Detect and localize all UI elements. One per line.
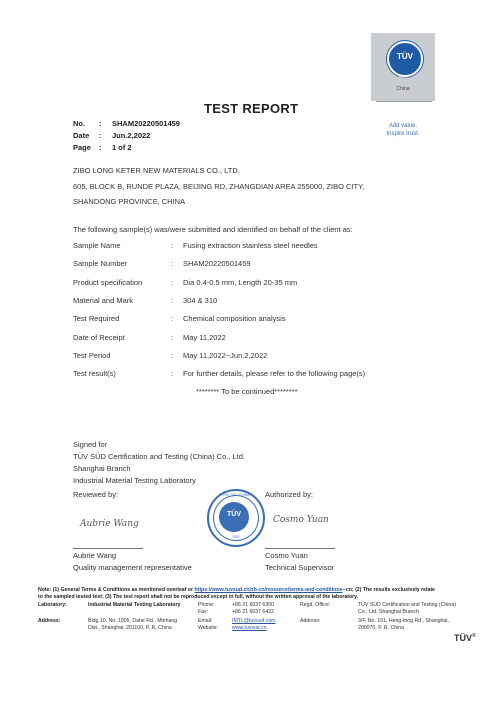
footer-brand — [454, 633, 476, 643]
row-label: Date of Receipt — [73, 333, 125, 342]
page-label: Page — [73, 143, 91, 152]
row-value: Dia 0.4-0.5 mm, Length 20-35 mm — [183, 278, 298, 287]
address-line-2: Dist., Shanghai, 201100, P. R. China — [88, 625, 172, 631]
website-label: Website: — [198, 625, 219, 631]
fax-label: Fax: — [198, 609, 209, 615]
row-label: Test result(s) — [73, 369, 116, 378]
intro-text: The following sample(s) was/were submitted and identified on behalf of the client as: — [73, 225, 353, 234]
org-line-1: TÜV SÜD Certification and Testing (China) Co., Ltd. — [73, 452, 246, 461]
terms-link[interactable]: https://www.tuvsud.cn/zh-cn/resource/terms-and-conditions — [194, 587, 343, 593]
report-date: Jun.2,2022 — [112, 131, 151, 140]
row-colon: : — [171, 351, 174, 360]
row-value: SHAM20220501459 — [183, 259, 251, 268]
authorizer-title: Technical Supervisor — [265, 563, 335, 572]
row-colon: : — [171, 314, 174, 323]
logo-divider — [376, 101, 432, 102]
date-label: Date — [73, 131, 90, 140]
regd-line-1: TÜV SÜD Certification and Testing (China) — [358, 602, 456, 608]
row-colon: : — [171, 259, 174, 268]
row-value: Chemical composition analysis — [183, 314, 286, 323]
regd-label: Regd. Office: — [300, 602, 331, 608]
page-number: 1 of 2 — [112, 143, 132, 152]
no-label: No. — [73, 119, 86, 128]
signed-for: Signed for — [73, 440, 108, 449]
tagline-1: Add value. — [388, 123, 418, 129]
report-title: TEST REPORT — [204, 101, 299, 116]
note-prefix: Note: (1) General Terms & Conditions as mentioned overleaf or — [38, 587, 193, 593]
address2-label: Address: — [300, 618, 321, 624]
stamp-brand: TÜV — [227, 511, 241, 518]
registered-mark: ® — [472, 633, 476, 639]
stamp-logo-icon — [219, 502, 249, 532]
note-line-2: to the sampled tested test; (3) The test report shall not be reproduced except in full, without the written approval of the laboratory. — [38, 594, 359, 600]
row-label: Material and Mark — [73, 296, 134, 305]
reviewer-signature: Aubrie Wang — [80, 519, 139, 529]
reviewer-sig-line — [73, 548, 143, 549]
address2-line-2: 200070, P. R. China — [358, 625, 405, 631]
row-colon: : — [171, 369, 174, 378]
report-number: SHAM20220501459 — [112, 119, 180, 128]
client-line-2: 605, BLOCK B, RUNDE PLAZA, BEIJING RD, ZHANGDIAN AREA 255000, ZIBO CITY, — [73, 182, 365, 191]
continued-text: ******** To be continued******** — [196, 387, 298, 396]
regd-line-2: Co., Ltd. Shanghai Branch — [358, 609, 419, 615]
date-sep: : — [99, 131, 102, 140]
row-label: Test Period — [73, 351, 111, 360]
row-value: May 11,2022 — [183, 333, 226, 342]
logo-tagline — [371, 122, 435, 138]
row-value: May 11,2022~Jun.2,2022 — [183, 351, 268, 360]
row-value: For further details, please refer to the following page(s) — [183, 369, 366, 378]
phone-value: +86 21 6037 6300 — [232, 602, 274, 608]
row-label: Sample Name — [73, 241, 121, 250]
email-link[interactable]: IMTL@tuvsud.com — [232, 618, 276, 624]
page-sep: : — [99, 143, 102, 152]
lab-label: Laboratory: — [38, 602, 67, 608]
row-label: Sample Number — [73, 259, 128, 268]
row-colon: : — [171, 333, 174, 342]
footer-note — [38, 587, 468, 593]
row-label: Test Required — [73, 314, 120, 323]
reviewer-name: Aubrie Wang — [73, 551, 117, 560]
fax-value: +86 21 6037 6422 — [232, 609, 274, 615]
logo-brand: TÜV — [397, 52, 413, 61]
address2-line-1: 3/F, No. 151, Heng-tong Rd., Shanghai, — [358, 618, 449, 624]
logo-sub: SÜD — [398, 74, 408, 79]
no-sep: : — [99, 119, 102, 128]
org-line-3: Industrial Material Testing Laboratory — [73, 476, 196, 485]
row-colon: : — [171, 241, 174, 250]
website-link[interactable]: www.tuvsud.cn — [232, 625, 267, 631]
org-line-2: Shanghai Branch — [73, 464, 131, 473]
client-line-1: ZIBO LONG KETER NEW MATERIALS CO., LTD. — [73, 166, 240, 175]
authorizer-name: Cosmo Yuan — [265, 551, 308, 560]
tuv-logo-icon — [387, 41, 423, 77]
reviewer-title: Quality management representative — [73, 563, 192, 572]
reviewed-by-label: Reviewed by: — [73, 490, 119, 499]
logo-region: China — [396, 86, 410, 92]
email-label: Email: — [198, 618, 213, 624]
phone-label: Phone: — [198, 602, 215, 608]
row-colon: : — [171, 296, 174, 305]
note-suffix: --cn; (2) The results exclusively relate — [342, 587, 435, 593]
footer-brand-text: TÜV — [454, 633, 472, 643]
stamp-bottom-text: SÜD — [232, 535, 240, 539]
address-label: Address: — [38, 618, 61, 624]
lab-value: Industrial Material Testing Laboratory — [88, 602, 181, 608]
authorized-by-label: Authorized by: — [265, 490, 313, 499]
authorizer-sig-line — [265, 548, 335, 549]
row-value: 304 & 310 — [183, 296, 218, 305]
tagline-2: Inspire trust. — [386, 131, 420, 137]
client-line-3: SHANDONG PROVINCE, CHINA — [73, 197, 186, 206]
row-value: Fusing extraction stainless steel needles — [183, 241, 318, 250]
row-label: Product specification — [73, 278, 143, 287]
address-line-1: Bldg.10, No. 1905, Dahe Rd., Minhang — [88, 618, 178, 624]
authorizer-signature: Cosmo Yuan — [273, 515, 329, 525]
row-colon: : — [171, 278, 174, 287]
stamp-top-text: TÜV SÜD CHINA — [222, 493, 250, 497]
